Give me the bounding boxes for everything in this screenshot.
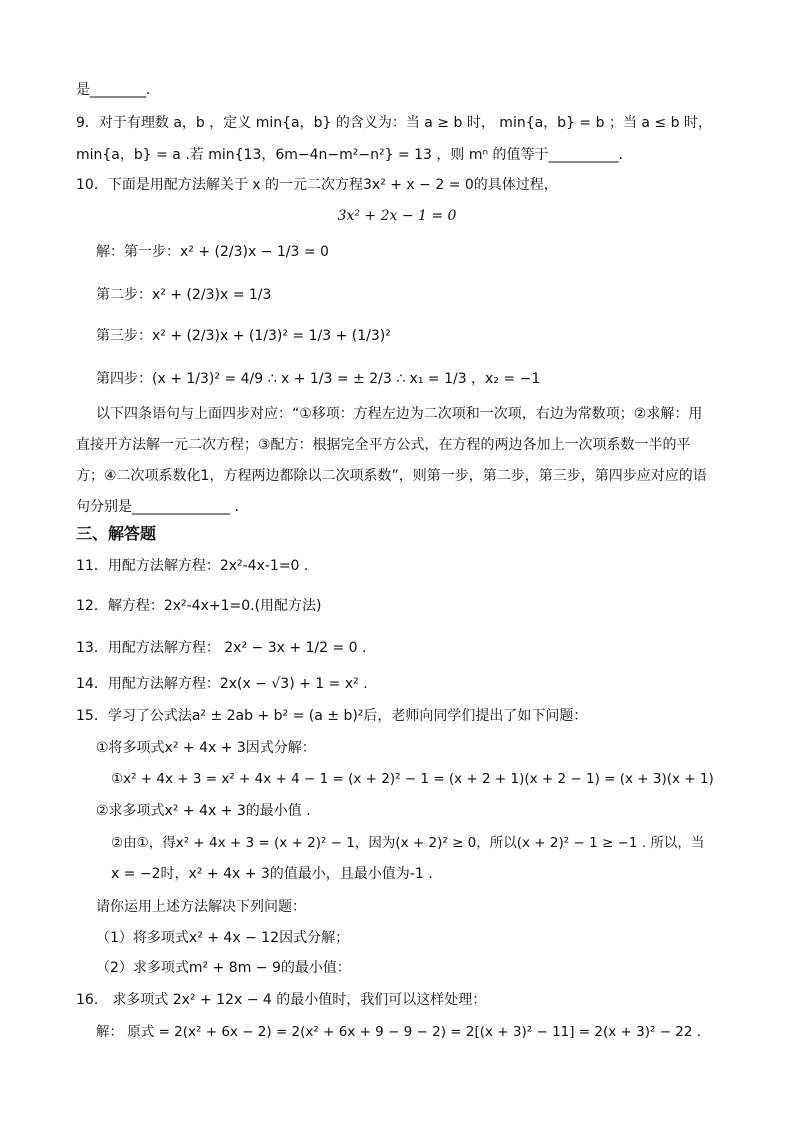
step-3: 第三步：x² + (2/3)x + (1/3)² = 1/3 + (1/3)² (96, 328, 391, 344)
question-16-intro: 16． 求多项式 2x² + 12x − 4 的最小值时，我们可以这样处理： (76, 992, 487, 1008)
question-10-line-4: 方；④二次项系数化1，方程两边都除以二次项系数”，则第一步，第二步，第三步，第四步应对应的语 (76, 468, 707, 484)
question-10-line-1: 10．下面是用配方法解关于 x 的一元二次方程3x² + x − 2 = 0的具体过程， (76, 177, 558, 193)
question-12: 12．解方程：2x²-4x+1=0.(用配方法) (76, 598, 322, 614)
question-15-item-1: ①将多项式x² + 4x + 3因式分解： (96, 740, 316, 756)
step-2: 第二步：x² + (2/3)x = 1/3 (96, 287, 272, 303)
question-15-working-2: ②由①，得x² + 4x + 3 = (x + 2)² − 1，因为(x + 2)² ≥ 0，所以(x + 2)² − 1 ≥ −1 . 所以，当 (111, 835, 705, 851)
question-15-working-3: x = −2时，x² + 4x + 3的值最小，且最小值为-1 . (111, 866, 433, 882)
centered-equation: 3x² + 2x − 1 = 0 (337, 208, 457, 224)
step-4: 第四步：(x + 1/3)² = 4/9 ∴ x + 1/3 = ± 2/3 ∴ x₁ = 1/3 ，x₂ = −1 (96, 371, 541, 387)
question-15-intro: 15．学习了公式法a² ± 2ab + b² = (a ± b)²后，老师向同学们提出了如下问题： (76, 708, 588, 724)
question-10-line-3: 直接开方法解一元二次方程；③配方：根据完全平方公式，在方程的两边各加上一次项系数一半的平 (76, 437, 691, 453)
question-15-prompt: 请你运用上述方法解决下列问题： (96, 899, 306, 915)
question-15-item-2: ②求多项式x² + 4x + 3的最小值 . (96, 803, 311, 819)
step-1: 解：第一步：x² + (2/3)x − 1/3 = 0 (96, 244, 329, 260)
question-10-line-5: 句分别是______________ . (76, 499, 239, 515)
text-line: 是________． (76, 82, 160, 98)
question-15-part-2: （2）求多项式m² + 8m − 9的最小值： (96, 960, 351, 976)
question-10-line-2: 以下四条语句与上面四步对应：“①移项：方程左边为二次项和一次项，右边为常数项；②求解：用 (96, 406, 703, 422)
question-15-working-1: ①x² + 4x + 3 = x² + 4x + 4 − 1 = (x + 2)² − 1 = (x + 2 + 1)(x + 2 − 1) = (x + 3)(x + 1) (111, 771, 714, 787)
question-9-line-2: min{a，b} = a .若 min{13，6m−4n−m²−n²} = 13 ，则 mⁿ 的值等于__________. (76, 147, 623, 163)
section-heading: 三、解答题 (76, 524, 157, 543)
question-11: 11．用配方法解方程：2x²-4x-1=0 . (76, 558, 309, 574)
question-9-line-1: 9．对于有理数 a，b ，定义 min{a，b} 的含义为：当 a ≥ b 时， min{a，b} = b ；当 a ≤ b 时， (76, 115, 712, 131)
question-16-working: 解： 原式 = 2(x² + 6x − 2) = 2(x² + 6x + 9 − 9 − 2) = 2[(x + 3)² − 11] = 2(x + 3)² − 22 . (96, 1024, 702, 1040)
question-13: 13．用配方法解方程： 2x² − 3x + 1/2 = 0 . (76, 640, 367, 656)
question-14: 14．用配方法解方程：2x(x − √3) + 1 = x² . (76, 676, 368, 692)
question-15-part-1: （1）将多项式x² + 4x − 12因式分解； (96, 930, 350, 946)
